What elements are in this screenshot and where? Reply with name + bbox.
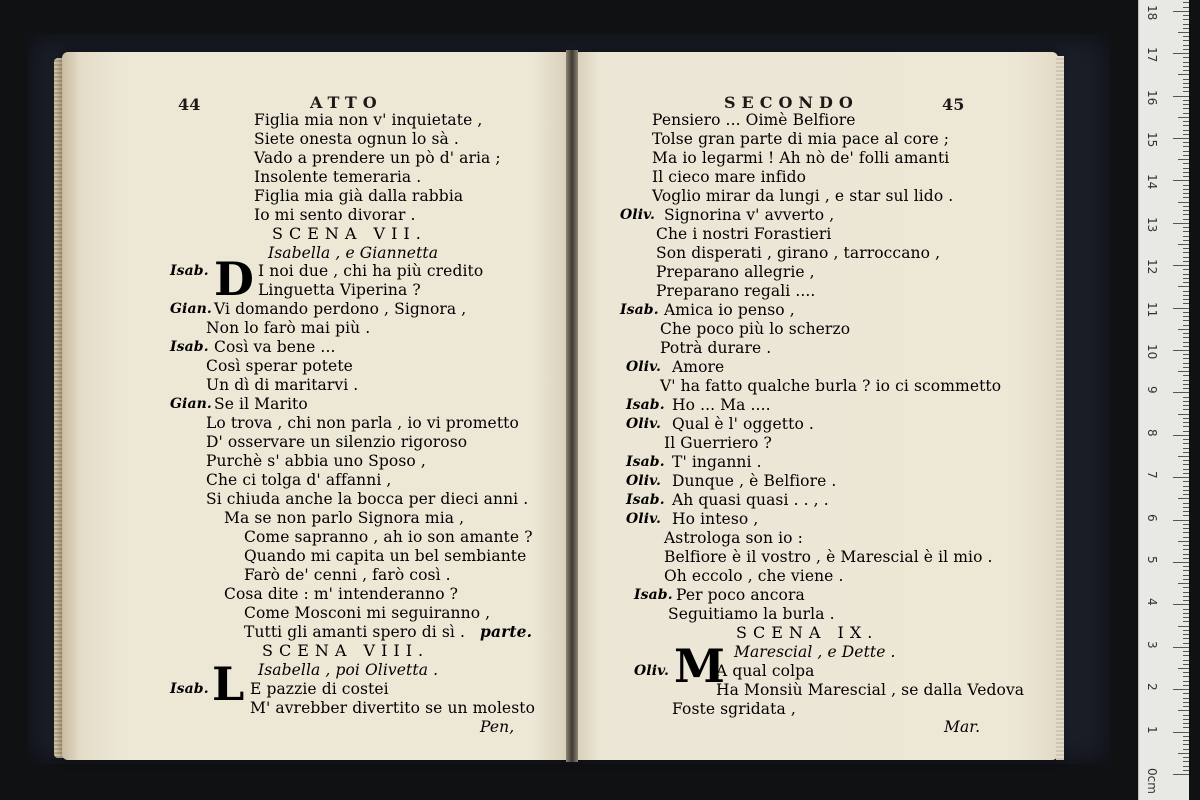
right-page-number: 45	[942, 95, 965, 114]
ruler-tick	[1178, 329, 1189, 330]
left-text-line: Così va bene ...	[214, 338, 336, 356]
ruler-tick	[1183, 130, 1189, 131]
ruler-tick	[1183, 681, 1189, 682]
left-text-line: Isabella , e Giannetta	[268, 244, 439, 262]
ruler-tick	[1183, 431, 1189, 432]
right-text-line: Son disperati , girano , tarroccano ,	[656, 244, 941, 262]
ruler-tick	[1183, 405, 1189, 406]
ruler-tick	[1173, 11, 1189, 12]
ruler-tick	[1183, 621, 1189, 622]
ruler-tick	[1183, 532, 1189, 533]
ruler-tick	[1183, 676, 1189, 677]
ruler-tick	[1173, 520, 1189, 521]
ruler-tick	[1183, 380, 1189, 381]
ruler-tick	[1183, 83, 1189, 84]
left-text-line: Se il Marito	[214, 395, 308, 413]
ruler-tick	[1183, 231, 1189, 232]
right-text-line: Preparano allegrie ,	[656, 263, 815, 281]
ruler-tick	[1183, 291, 1189, 292]
ruler-tick	[1183, 163, 1189, 164]
left-text-line: Purchè s' abbia uno Sposo ,	[206, 452, 426, 470]
ruler-label: 3	[1145, 640, 1159, 649]
ruler-tick	[1183, 723, 1189, 724]
ruler-tick	[1183, 481, 1189, 482]
ruler-tick	[1183, 214, 1189, 215]
left-text-line: M' avrebber divertito se un molesto	[250, 699, 536, 717]
ruler-label: 2	[1145, 683, 1159, 691]
right-text-line: V' ha fatto qualche burla ? io ci scommetto	[660, 377, 1002, 395]
right-text-line: Ho ... Ma ....	[672, 396, 771, 414]
ruler-tick	[1183, 316, 1189, 317]
ruler-tick	[1183, 189, 1189, 190]
left-text-line: Vado a prendere un pò d' aria ;	[254, 149, 501, 167]
ruler-tick	[1183, 15, 1189, 16]
ruler-tick	[1183, 45, 1189, 46]
right-text-line: SCENA IX.	[736, 623, 879, 642]
ruler-tick	[1183, 443, 1189, 444]
right-text-line: Oliv.	[626, 473, 661, 489]
left-text-line: Siete onesta ognun lo sà .	[254, 130, 459, 148]
ruler-label: 12	[1145, 259, 1159, 275]
ruler-tick	[1183, 617, 1189, 618]
ruler-tick	[1183, 749, 1189, 750]
ruler-label: 9	[1145, 386, 1159, 395]
ruler-tick	[1183, 643, 1189, 644]
ruler-tick	[1183, 575, 1189, 576]
left-text-line: Figlia mia non v' inquietate ,	[254, 111, 483, 129]
ruler-tick	[1183, 770, 1189, 771]
ruler-tick	[1183, 257, 1189, 258]
right-drop-cap: M	[674, 639, 725, 693]
right-text-line: Mar.	[944, 718, 981, 736]
ruler-tick	[1183, 151, 1189, 152]
ruler-tick	[1173, 477, 1189, 478]
ruler-tick	[1183, 740, 1189, 741]
ruler-label: 5	[1145, 556, 1159, 564]
left-page-number: 44	[178, 95, 201, 114]
ruler-tick	[1183, 634, 1189, 635]
ruler-tick	[1183, 100, 1189, 101]
left-text-line: Si chiuda anche la bocca per dieci anni .	[206, 490, 529, 508]
ruler-tick	[1183, 409, 1189, 410]
ruler-tick	[1183, 672, 1189, 673]
ruler-tick	[1183, 346, 1189, 347]
right-text-line: A qual colpa	[716, 662, 815, 680]
ruler-tick	[1178, 456, 1189, 457]
right-text-line: Foste sgridata ,	[672, 700, 796, 718]
ruler-tick	[1183, 168, 1189, 169]
ruler-tick	[1183, 494, 1189, 495]
ruler-tick	[1173, 350, 1189, 351]
left-text-line: Io mi sento divorar .	[254, 206, 416, 224]
ruler-tick	[1183, 87, 1189, 88]
ruler-tick	[1183, 524, 1189, 525]
ruler-tick	[1178, 202, 1189, 203]
ruler-tick	[1183, 554, 1189, 555]
ruler-label: 11	[1145, 301, 1159, 317]
left-text-line: E pazzie di costei	[250, 680, 389, 698]
ruler-tick	[1183, 715, 1189, 716]
ruler-tick	[1183, 325, 1189, 326]
ruler-tick	[1173, 774, 1189, 775]
ruler-tick	[1183, 282, 1189, 283]
ruler-tick	[1183, 252, 1189, 253]
ruler-tick	[1183, 460, 1189, 461]
ruler-tick	[1183, 736, 1189, 737]
left-drop-cap: D	[214, 252, 254, 306]
ruler-tick	[1183, 36, 1189, 37]
ruler-tick	[1183, 333, 1189, 334]
ruler-tick	[1183, 401, 1189, 402]
ruler-tick	[1183, 363, 1189, 364]
left-text-line: Così sperar potete	[206, 357, 353, 375]
ruler-tick	[1183, 219, 1189, 220]
ruler-tick	[1183, 384, 1189, 385]
right-text-line: Belfiore è il vostro , è Marescial è il mio .	[664, 548, 993, 566]
ruler-tick	[1183, 761, 1189, 762]
left-text-line: Linguetta Viperina ?	[258, 281, 421, 299]
ruler-tick	[1183, 206, 1189, 207]
ruler-tick	[1183, 375, 1189, 376]
ruler-tick	[1183, 486, 1189, 487]
right-text-line: Isab.	[626, 492, 665, 508]
ruler-tick	[1173, 308, 1189, 309]
ruler-tick	[1183, 397, 1189, 398]
ruler-tick	[1183, 600, 1189, 601]
right-text-line: Ah quasi quasi . . , .	[672, 491, 829, 509]
ruler-tick	[1183, 570, 1189, 571]
ruler-tick	[1183, 269, 1189, 270]
left-text-line: Gian.	[170, 301, 212, 317]
ruler-tick	[1183, 503, 1189, 504]
ruler-tick	[1173, 604, 1189, 605]
ruler-tick	[1183, 727, 1189, 728]
left-text-line: Gian.	[170, 396, 212, 412]
ruler-tick	[1173, 435, 1189, 436]
right-text-line: Il Guerriero ?	[664, 434, 772, 452]
ruler-tick	[1183, 706, 1189, 707]
right-text-line: Qual è l' oggetto .	[672, 415, 814, 433]
ruler-tick	[1183, 426, 1189, 427]
ruler-tick	[1183, 537, 1189, 538]
right-text-line: Marescial , e Dette .	[734, 643, 896, 661]
ruler-tick	[1183, 2, 1189, 3]
ruler-tick	[1183, 299, 1189, 300]
right-text-line: Che i nostri Forastieri	[656, 225, 832, 243]
ruler-tick	[1183, 197, 1189, 198]
ruler-tick	[1183, 579, 1189, 580]
ruler-tick	[1183, 121, 1189, 122]
right-running-head: SECONDO	[724, 93, 859, 112]
right-text-line: Isab.	[626, 397, 665, 413]
right-text-line: Oliv.	[626, 359, 661, 375]
ruler-tick	[1183, 528, 1189, 529]
right-text-line: Oliv.	[626, 416, 661, 432]
ruler-tick	[1183, 698, 1189, 699]
ruler-tick	[1173, 562, 1189, 563]
ruler-label: 18	[1145, 4, 1159, 21]
ruler-tick	[1183, 719, 1189, 720]
ruler-tick	[1183, 113, 1189, 114]
ruler-tick	[1183, 57, 1189, 58]
ruler-tick	[1183, 638, 1189, 639]
ruler-tick	[1183, 28, 1189, 29]
right-text-line: Amica io penso ,	[664, 301, 795, 319]
left-text-line: parte.	[480, 622, 533, 641]
ruler-tick	[1183, 104, 1189, 105]
ruler-tick	[1183, 613, 1189, 614]
left-text-line: Isabella , poi Olivetta .	[258, 661, 439, 679]
left-text-line: Isab.	[170, 339, 209, 355]
ruler-tick	[1178, 414, 1189, 415]
ruler-tick	[1183, 664, 1189, 665]
right-text-line: Potrà durare .	[660, 339, 772, 357]
right-text-line: Amore	[672, 358, 725, 376]
ruler-tick	[1183, 155, 1189, 156]
ruler-label: 4	[1145, 598, 1159, 607]
ruler-tick	[1183, 19, 1189, 20]
ruler-tick	[1183, 744, 1189, 745]
ruler-tick	[1178, 626, 1189, 627]
ruler-tick	[1183, 7, 1189, 8]
ruler-label: 10	[1145, 344, 1159, 360]
ruler-tick	[1173, 96, 1189, 97]
ruler-label: 1	[1145, 725, 1159, 734]
ruler-tick	[1178, 668, 1189, 669]
ruler-tick	[1178, 117, 1189, 118]
left-running-head: ATTO	[310, 93, 383, 112]
ruler-tick	[1183, 70, 1189, 71]
ruler-label: 13	[1145, 216, 1159, 233]
ruler-tick	[1183, 125, 1189, 126]
right-text-line: Che poco più lo scherzo	[660, 320, 851, 338]
ruler-tick	[1183, 439, 1189, 440]
right-text-line: Isab.	[634, 587, 673, 603]
ruler-tick	[1173, 689, 1189, 690]
ruler-tick	[1183, 108, 1189, 109]
ruler-tick	[1183, 566, 1189, 567]
ruler-label: 14	[1145, 174, 1159, 190]
ruler-tick	[1178, 159, 1189, 160]
ruler-tick	[1183, 448, 1189, 449]
ruler-tick	[1183, 320, 1189, 321]
left-text-line: Insolente temeraria .	[254, 168, 422, 186]
left-text-line: Che ci tolga d' affanni ,	[206, 471, 392, 489]
ruler-tick	[1183, 146, 1189, 147]
right-text-line: Tolse gran parte di mia pace al core ;	[652, 130, 950, 148]
left-text-line: SCENA VII.	[272, 224, 427, 243]
ruler-tick	[1183, 91, 1189, 92]
ruler-tick	[1183, 469, 1189, 470]
right-text-line: Oliv.	[634, 663, 669, 679]
left-text-line: Cosa dite : m' intenderanno ?	[224, 585, 459, 603]
ruler-tick	[1173, 180, 1189, 181]
ruler-tick	[1183, 342, 1189, 343]
ruler-tick	[1183, 592, 1189, 593]
ruler-tick	[1183, 185, 1189, 186]
ruler-tick	[1183, 422, 1189, 423]
ruler-tick	[1183, 79, 1189, 80]
ruler-tick	[1173, 392, 1189, 393]
ruler-tick	[1183, 303, 1189, 304]
ruler-tick	[1173, 138, 1189, 139]
ruler-label: 16	[1145, 89, 1159, 105]
right-text-line: Voglio mirar da lungi , e star sul lido .	[652, 187, 954, 205]
ruler-label: 8	[1145, 428, 1159, 437]
ruler-tick	[1178, 244, 1189, 245]
ruler-tick	[1183, 367, 1189, 368]
left-text-line: Un dì di maritarvi .	[206, 376, 359, 394]
right-text-line: Ho inteso ,	[672, 510, 759, 528]
left-drop-cap: L	[212, 657, 245, 711]
ruler-tick	[1183, 558, 1189, 559]
ruler-tick	[1183, 660, 1189, 661]
left-text-line: Come sapranno , ah io son amante ?	[244, 528, 533, 546]
ruler-tick	[1183, 693, 1189, 694]
ruler-tick	[1183, 685, 1189, 686]
measurement-ruler	[1138, 0, 1189, 800]
left-text-line: Isab.	[170, 263, 209, 279]
ruler-tick	[1183, 545, 1189, 546]
ruler-tick	[1183, 473, 1189, 474]
left-text-line: Pen,	[480, 718, 515, 736]
ruler-tick	[1183, 24, 1189, 25]
right-text-line: Astrologa son io :	[664, 529, 803, 547]
ruler-tick	[1183, 240, 1189, 241]
ruler-label: 7	[1145, 471, 1159, 479]
right-text-line: Il cieco mare infido	[652, 168, 807, 186]
ruler-tick	[1178, 32, 1189, 33]
ruler-tick	[1183, 452, 1189, 453]
ruler-tick	[1183, 236, 1189, 237]
ruler-tick	[1173, 265, 1189, 266]
left-text-line: Farò de' cenni , farò così .	[244, 566, 451, 584]
ruler-tick	[1183, 388, 1189, 389]
ruler-tick	[1183, 515, 1189, 516]
ruler-tick	[1183, 172, 1189, 173]
ruler-tick	[1183, 134, 1189, 135]
ruler-tick	[1173, 647, 1189, 648]
ruler-tick	[1183, 630, 1189, 631]
right-text-line: Seguitiamo la burla .	[668, 605, 835, 623]
left-text-line: SCENA VIII.	[262, 641, 430, 660]
left-text-line: Vi domando perdono , Signora ,	[214, 300, 467, 318]
ruler-tick	[1173, 53, 1189, 54]
left-text-line: Lo trova , chi non parla , io vi prometto	[206, 414, 519, 432]
ruler-tick	[1183, 193, 1189, 194]
ruler-tick	[1183, 295, 1189, 296]
ruler-tick	[1183, 49, 1189, 50]
ruler-tick	[1183, 651, 1189, 652]
ruler-tick	[1183, 354, 1189, 355]
left-text-line: Isab.	[170, 681, 209, 697]
ruler-label: 17	[1145, 47, 1159, 63]
book-gutter	[566, 50, 578, 762]
left-text-line: Tutti gli amanti spero di sì .	[244, 623, 465, 641]
left-text-line: Come Mosconi mi seguiranno ,	[244, 604, 491, 622]
ruler-tick	[1183, 274, 1189, 275]
ruler-tick	[1183, 511, 1189, 512]
ruler-tick	[1183, 261, 1189, 262]
ruler-tick	[1183, 66, 1189, 67]
ruler-tick	[1183, 757, 1189, 758]
ruler-tick	[1178, 753, 1189, 754]
ruler-tick	[1183, 62, 1189, 63]
ruler-tick	[1178, 498, 1189, 499]
ruler-tick	[1183, 176, 1189, 177]
ruler-tick	[1178, 541, 1189, 542]
right-text-line: Isab.	[626, 454, 665, 470]
right-text-line: Oliv.	[626, 511, 661, 527]
ruler-tick	[1183, 142, 1189, 143]
ruler-tick	[1183, 278, 1189, 279]
ruler-tick	[1183, 337, 1189, 338]
right-text-line: Ma io legarmi ! Ah nò de' folli amanti	[652, 149, 950, 167]
right-page-fore-edge	[1056, 56, 1064, 760]
right-text-line: Ha Monsiù Marescial , se dalla Vedova	[716, 681, 1025, 699]
ruler-label: 6	[1145, 513, 1159, 522]
ruler-tick	[1183, 418, 1189, 419]
ruler-tick	[1178, 710, 1189, 711]
right-text-line: Per poco ancora	[676, 586, 805, 604]
ruler-tick	[1183, 702, 1189, 703]
ruler-tick	[1183, 766, 1189, 767]
right-text-line: T' inganni .	[672, 453, 762, 471]
ruler-tick	[1183, 596, 1189, 597]
ruler-tick	[1183, 248, 1189, 249]
ruler-tick	[1183, 312, 1189, 313]
ruler-tick	[1183, 464, 1189, 465]
ruler-tick	[1183, 507, 1189, 508]
ruler-tick	[1183, 40, 1189, 41]
right-text-line: Preparano regali ....	[656, 282, 816, 300]
ruler-tick	[1178, 583, 1189, 584]
ruler-tick	[1183, 587, 1189, 588]
right-text-line: Oliv.	[620, 207, 655, 223]
ruler-tick	[1178, 74, 1189, 75]
left-text-line: Figlia mia già dalla rabbia	[254, 187, 464, 205]
ruler-tick	[1183, 609, 1189, 610]
ruler-label: 0cm	[1145, 768, 1159, 794]
ruler-tick	[1178, 371, 1189, 372]
right-text-line: Oh eccolo , che viene .	[664, 567, 844, 585]
ruler-tick	[1183, 210, 1189, 211]
right-text-line: Pensiero ... Oimè Belfiore	[652, 111, 856, 129]
ruler-tick	[1183, 490, 1189, 491]
right-text-line: Signorina v' avverto ,	[664, 206, 835, 224]
ruler-tick	[1183, 358, 1189, 359]
left-text-line: Quando mi capita un bel sembiante	[244, 547, 527, 565]
left-text-line: Non lo farò mai più .	[206, 319, 371, 337]
ruler-tick	[1183, 549, 1189, 550]
left-text-line: Ma se non parlo Signora mia ,	[224, 509, 465, 527]
ruler-tick	[1178, 286, 1189, 287]
right-text-line: Isab.	[620, 302, 659, 318]
ruler-label: 15	[1145, 132, 1159, 148]
ruler-tick	[1173, 732, 1189, 733]
ruler-tick	[1183, 227, 1189, 228]
ruler-tick	[1183, 655, 1189, 656]
left-text-line: I noi due , chi ha più credito	[258, 262, 484, 280]
left-text-line: D' osservare un silenzio rigoroso	[206, 433, 468, 451]
ruler-tick	[1173, 223, 1189, 224]
right-text-line: Dunque , è Belfiore .	[672, 472, 837, 490]
